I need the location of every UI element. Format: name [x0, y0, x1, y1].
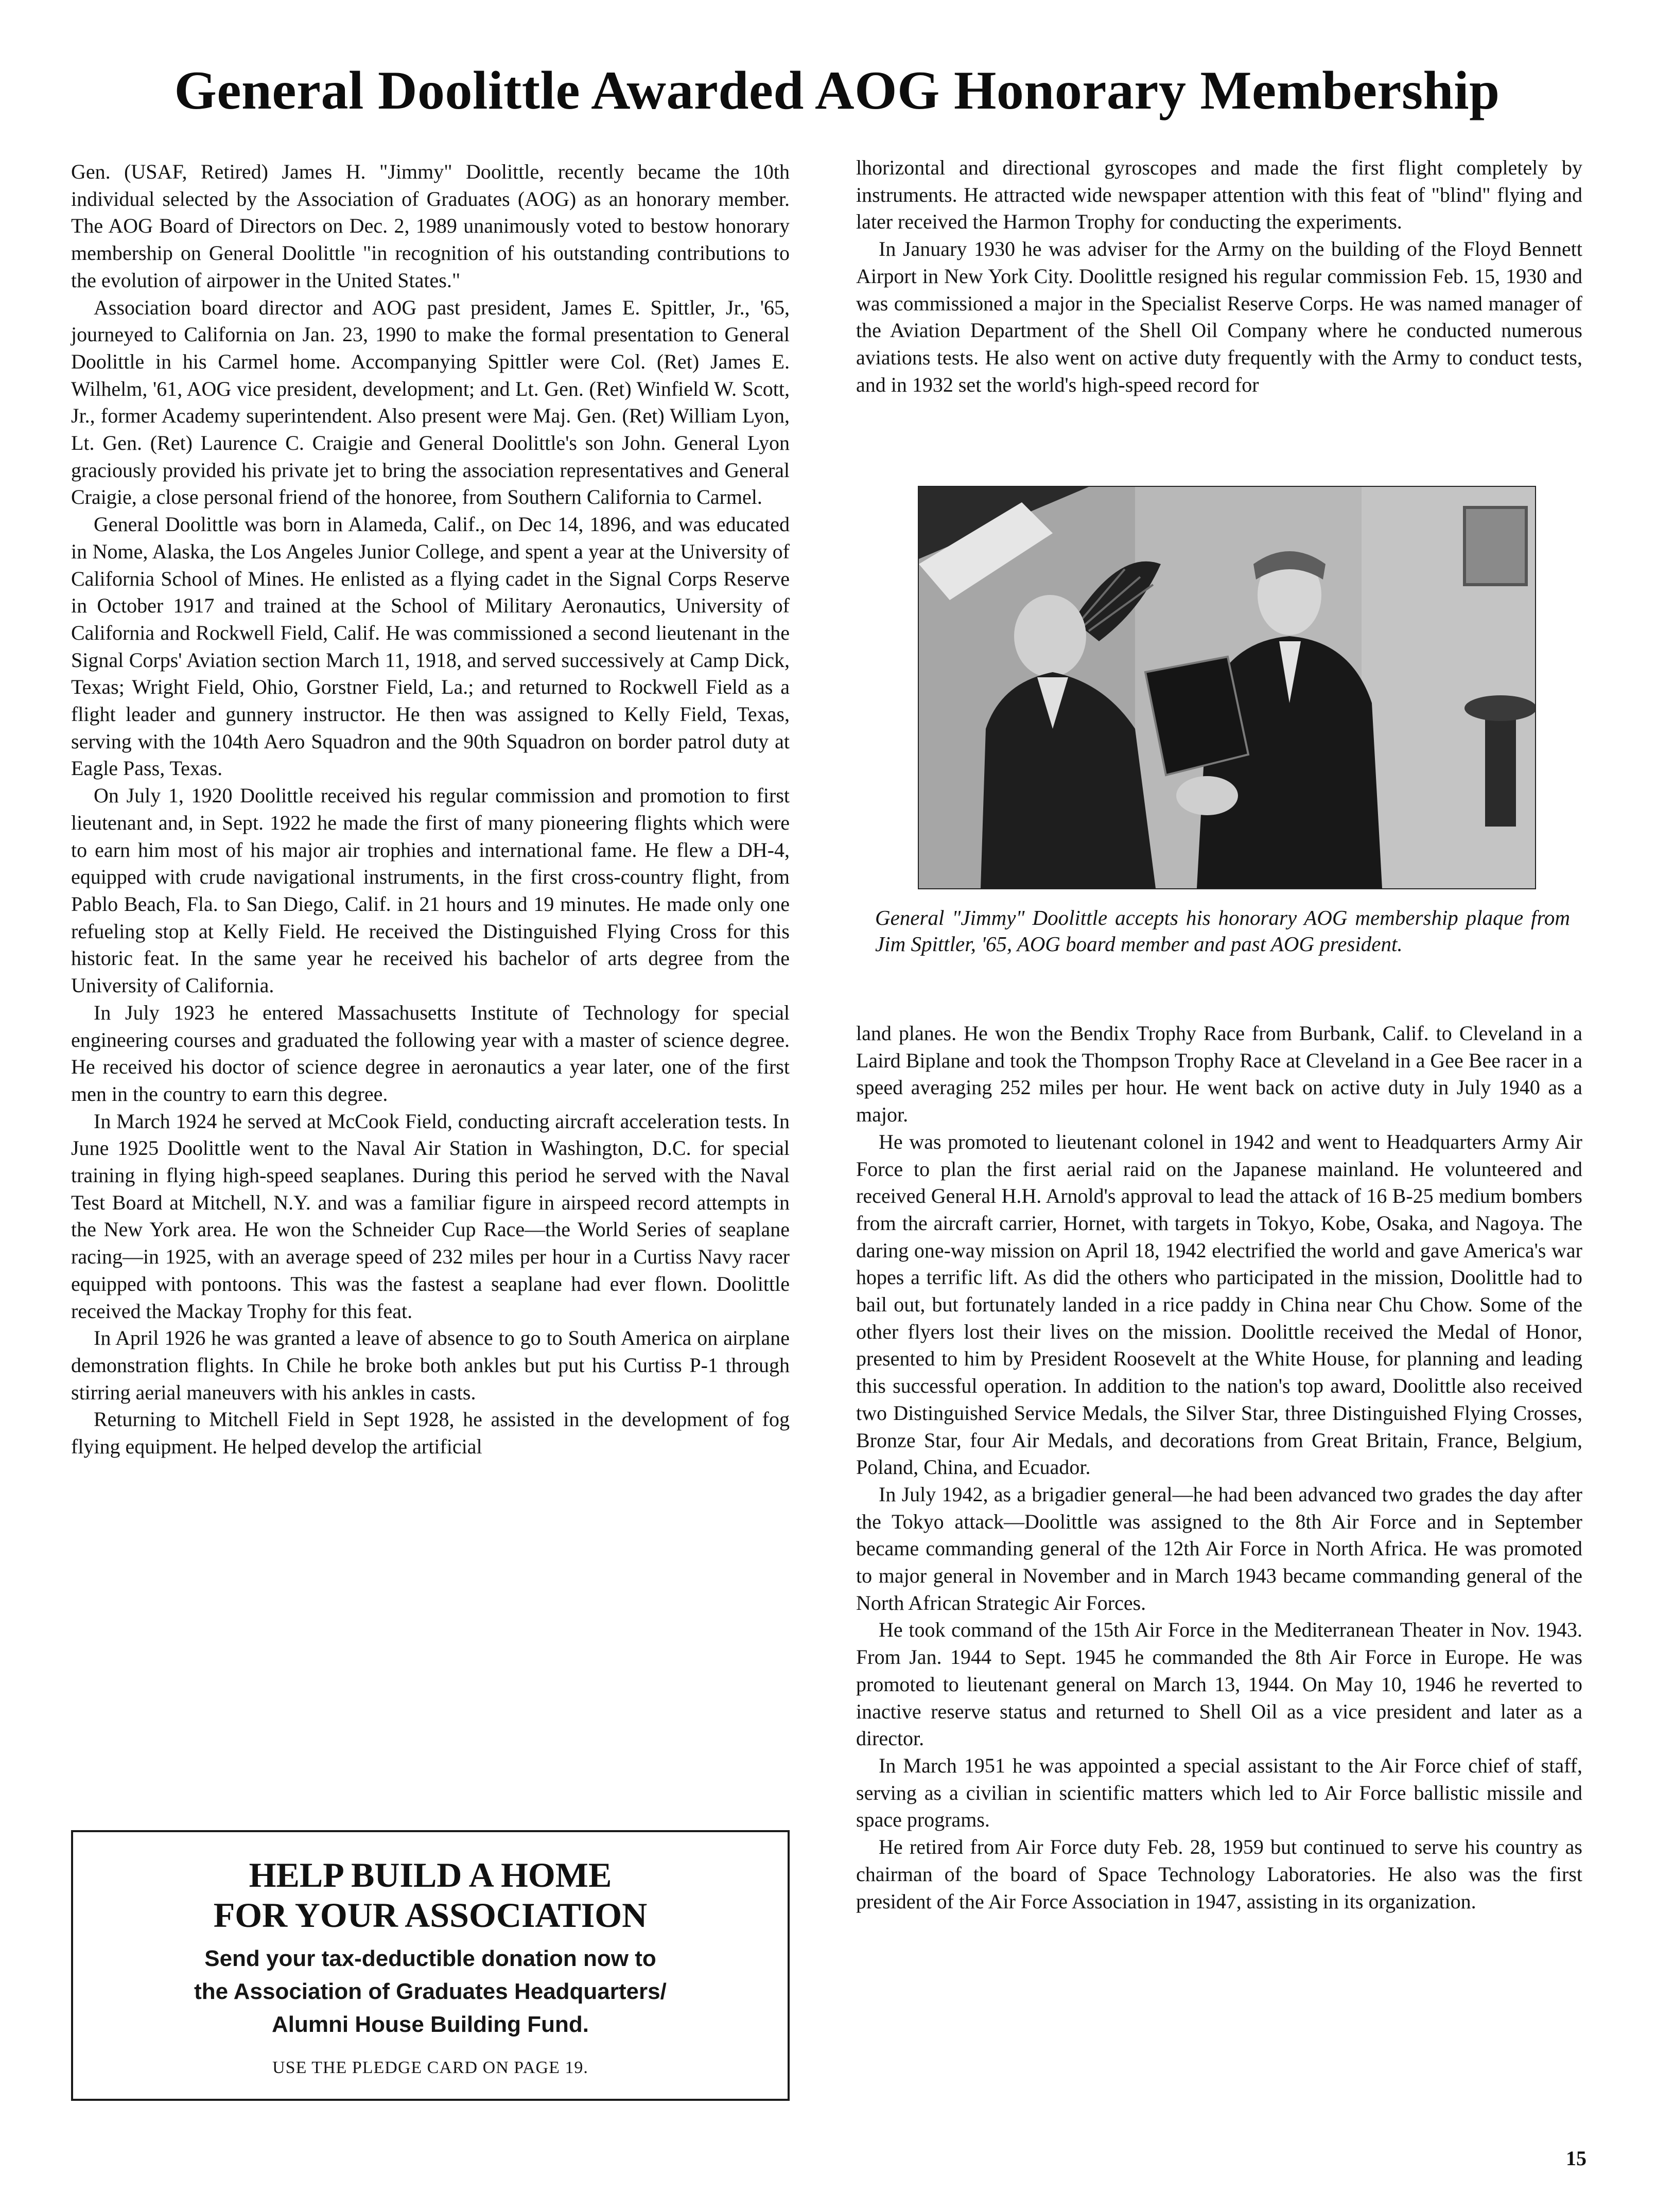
promo-headline-line: HELP BUILD A HOME: [249, 1855, 612, 1894]
paragraph: In July 1942, as a brigadier general—he had been advanced two grades the day after the Tokyo attack—Doolittle was assigned to the 8th Air Force and in September became commanding general of the 12th Air Force in North Africa. He was promoted to major general in November and in March 1943 became commanding general of the North African Strategic Air Forces.: [856, 1482, 1582, 1614]
promo-headline: [73, 1855, 788, 1935]
paragraph: In March 1951 he was appointed a special assistant to the Air Force chief of staff, serving as a civilian in scientific matters which led to Air Force ballistic missile and space programs.: [856, 1753, 1582, 1832]
article-column-right-top: [856, 154, 1582, 398]
paragraph: In April 1926 he was granted a leave of absence to go to South America on airplane demonstration flights. In Chile he broke both ankles but put his Curtiss P-1 through stirring aerial maneuvers with his ankles in casts.: [71, 1326, 790, 1404]
photo-caption: General "Jimmy" Doolittle accepts his honorary AOG membership plaque from Jim Spittler, '65, AOG board member and past AOG president.: [875, 906, 1570, 956]
promo-headline-line: FOR YOUR ASSOCIATION: [213, 1895, 648, 1935]
paragraph: Returning to Mitchell Field in Sept 1928, he assisted in the development of fog flying equipment. He helped develop the artificial: [71, 1408, 790, 1459]
photo: [918, 486, 1536, 889]
paragraph: Association board director and AOG past president, James E. Spittler, Jr., '65, journeyed to California on Jan. 23, 1990 to make the formal presentation to General Doolittle in his Carmel home. Accompanying Spittler were Col. (Ret) James E. Wilhelm, '61, AOG vice president, development; and Lt. Gen. (Ret) Winfield W. Scott, Jr., former Academy superintendent. Also present were Maj. Gen. (Ret) William Lyon, Lt. Gen. (Ret) Laurence C. Craigie and General Doolittle's son John. General Lyon graciously provided his private jet to bring the association representatives and General Craigie, a close personal friend of the honoree, from Southern California to Carmel.: [71, 295, 790, 509]
paragraph: Gen. (USAF, Retired) James H. "Jimmy" Doolittle, recently became the 10th individual selected by the Association of Graduates (AOG) as an honorary member. The AOG Board of Directors on Dec. 2, 1989 unanimously voted to bestow honorary membership on General Doolittle "in recognition of his outstanding contributions to the evolution of airpower in the United States.": [71, 160, 790, 292]
promo-text-line: the Association of Graduates Headquarters/: [194, 1979, 667, 2004]
promo-text-line: Alumni House Building Fund.: [272, 2012, 589, 2037]
article-column-right-bottom: [856, 1020, 1582, 1915]
page-title: General Doolittle Awarded AOG Honorary Membership: [174, 60, 1500, 120]
photo-illustration: [919, 487, 1535, 888]
paragraph: land planes. He won the Bendix Trophy Race from Burbank, Calif. to Cleveland in a Laird Biplane and took the Thompson Trophy Race at Cleveland in a Gee Bee racer in a speed averaging 252 miles per hour. He went back on active duty in July 1940 as a major.: [856, 1022, 1582, 1127]
page-number: 15: [1566, 2147, 1586, 2170]
paragraph: He was promoted to lieutenant colonel in 1942 and went to Headquarters Army Air Force to plan the first aerial raid on the Japanese mainland. He volunteered and received General H.H. Arnold's approval to lead the attack of 16 B-25 medium bombers from the aircraft carrier, Hornet, with targets in Tokyo, Kobe, Osaka, and Nagoya. The daring one-way mission on April 18, 1942 electrified the world and gave America's war hopes a terrific lift. As did the others who participated in the mission, Doolittle had to bail out, but fortunately landed in a rice paddy in China near Chu Chow. Some of the other flyers lost their lives on the mission. Doolittle received the Medal of Honor, presented to him by President Roosevelt at the White House, for planning and leading this successful operation. In addition to the nation's top award, Doolittle also received two Distinguished Service Medals, the Silver Star, three Distinguished Flying Crosses, Bronze Star, four Air Medals, and decorations from Great Britain, France, Belgium, Poland, China, and Ecuador.: [856, 1130, 1582, 1479]
paragraph: He retired from Air Force duty Feb. 28, 1959 but continued to serve his country as chairman of the board of Space Technology Laboratories. He also was the first president of the Air Force Association in 1947, assisting in its organization.: [856, 1835, 1582, 1913]
paragraph: On July 1, 1920 Doolittle received his regular commission and promotion to first lieutenant and, in Sept. 1922 he made the first of many pioneering flights which were to earn him most of his major air trophies and international fame. He flew a DH-4, equipped with crude navigational instruments, in the first cross-country flight, from Pablo Beach, Fla. to San Diego, Calif. in 21 hours and 19 minutes. He made only one refueling stop at Kelly Field. He received the Distinguished Flying Cross for this historic feat. In the same year he received his bachelor of arts degree from the University of California.: [71, 784, 790, 997]
promo-text-line: Send your tax-deductible donation now to: [204, 1946, 656, 1971]
paragraph: In January 1930 he was adviser for the Army on the building of the Floyd Bennett Airport in New York City. Doolittle resigned his regular commission Feb. 15, 1930 and was commissioned a major in the Specialist Reserve Corps. He was named manager of the Aviation Department of the Shell Oil Company where he conducted numerous aviations tests. He also went on active duty frequently with the Army to conduct tests, and in 1932 set the world's high-speed record for: [856, 237, 1582, 396]
paragraph: In July 1923 he entered Massachusetts Institute of Technology for special engineering courses and graduated the following year with a master of science degree. He received his doctor of science degree in aeronautics a year later, one of the first men in the country to earn this degree.: [71, 1000, 790, 1105]
paragraph: He took command of the 15th Air Force in the Mediterranean Theater in Nov. 1943. From Jan. 1944 to Sept. 1945 he commanded the 8th Air Force in Europe. He was promoted to lieutenant general on March 13, 1944. On May 10, 1946 he reverted to inactive reserve status and returned to Shell Oil as a vice president and later as a director.: [856, 1618, 1582, 1750]
promo-footer: USE THE PLEDGE CARD ON PAGE 19.: [272, 2058, 588, 2077]
paragraph: General Doolittle was born in Alameda, Calif., on Dec 14, 1896, and was educated in Nome, Alaska, the Los Angeles Junior College, and spent a year at the University of California School of Mines. He enlisted as a flying cadet in the Signal Corps Reserve in October 1917 and trained at the School of Military Aeronautics, University of California and Rockwell Field, Calif. He was commissioned a second lieutenant in the Signal Corps' Aviation section March 11, 1918, and served successively at Camp Dick, Texas; Wright Field, Ohio, Gorstner Field, La.; and returned to Rockwell Field as a flight leader and gunnery instructor. He then was assigned to Kelly Field, Texas, serving with the 104th Aero Squadron and the 90th Squadron on border patrol duty at Eagle Pass, Texas.: [71, 513, 790, 780]
article-column-left: [71, 159, 790, 1461]
donation-promo-box: [71, 1830, 790, 2101]
paragraph: In March 1924 he served at McCook Field, conducting aircraft acceleration tests. In June 1925 Doolittle went to the Naval Air Station in Washington, D.C. for special training in flying high-speed seaplanes. During this period he served with the Naval Test Board at Mitchell, N.Y. and was a familiar figure in airspeed record attempts in the New York area. He won the Schneider Cup Race—the World Series of seaplane racing—in 1925, with an average speed of 232 miles per hour in a Curtiss Navy racer equipped with pontoons. This was the fastest a seaplane had ever flown. Doolittle received the Mackay Trophy for this feat.: [71, 1109, 790, 1323]
paragraph: lhorizontal and directional gyroscopes and made the first flight completely by instruments. He attracted wide newspaper attention with this feat of "blind" flying and later received the Harmon Trophy for conducting the experiments.: [856, 156, 1582, 234]
